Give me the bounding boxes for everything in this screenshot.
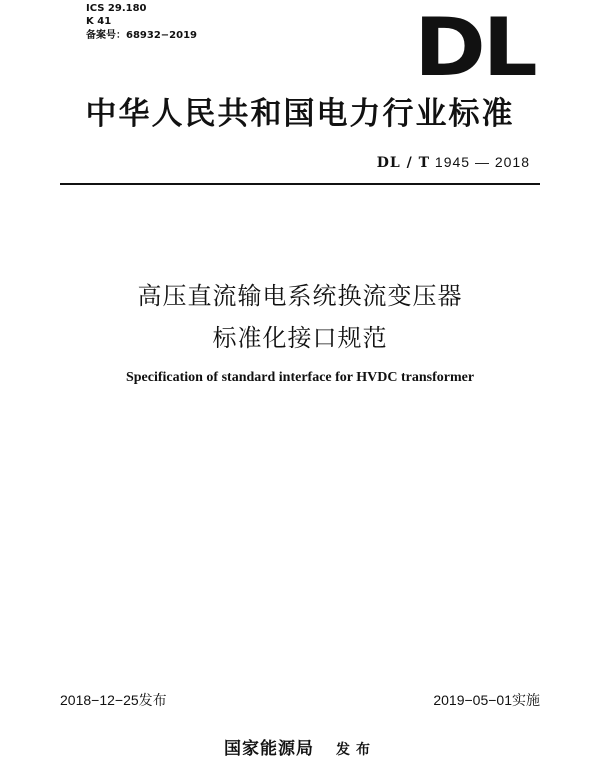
issuer [0,734,600,759]
dl-logo: DL [413,1,534,94]
issuer-name: 国家能源局 [224,739,314,759]
header-rule [60,183,540,185]
document-header: 中华人民共和国电力行业标准 [85,96,515,132]
ics-code: ICS 29.180 [86,3,147,14]
english-title: Specification of standard interface for HVDC transformer [125,370,475,385]
publish-date: 2018−12−25发布 [60,692,167,708]
standard-number: 1945 — 2018 [434,154,530,170]
issuer-action: 发布 [336,742,376,758]
category-code: K 41 [86,16,112,27]
standard-code [377,154,530,171]
effective-date: 2019−05−01实施 [433,692,540,708]
title-line-2: 标准化接口规范 [212,324,388,352]
filing-number: 备案号：68932−2019 [86,30,198,41]
standard-prefix: DL / T [376,155,431,171]
title-line-1: 高压直流输电系统换流变压器 [137,282,463,310]
